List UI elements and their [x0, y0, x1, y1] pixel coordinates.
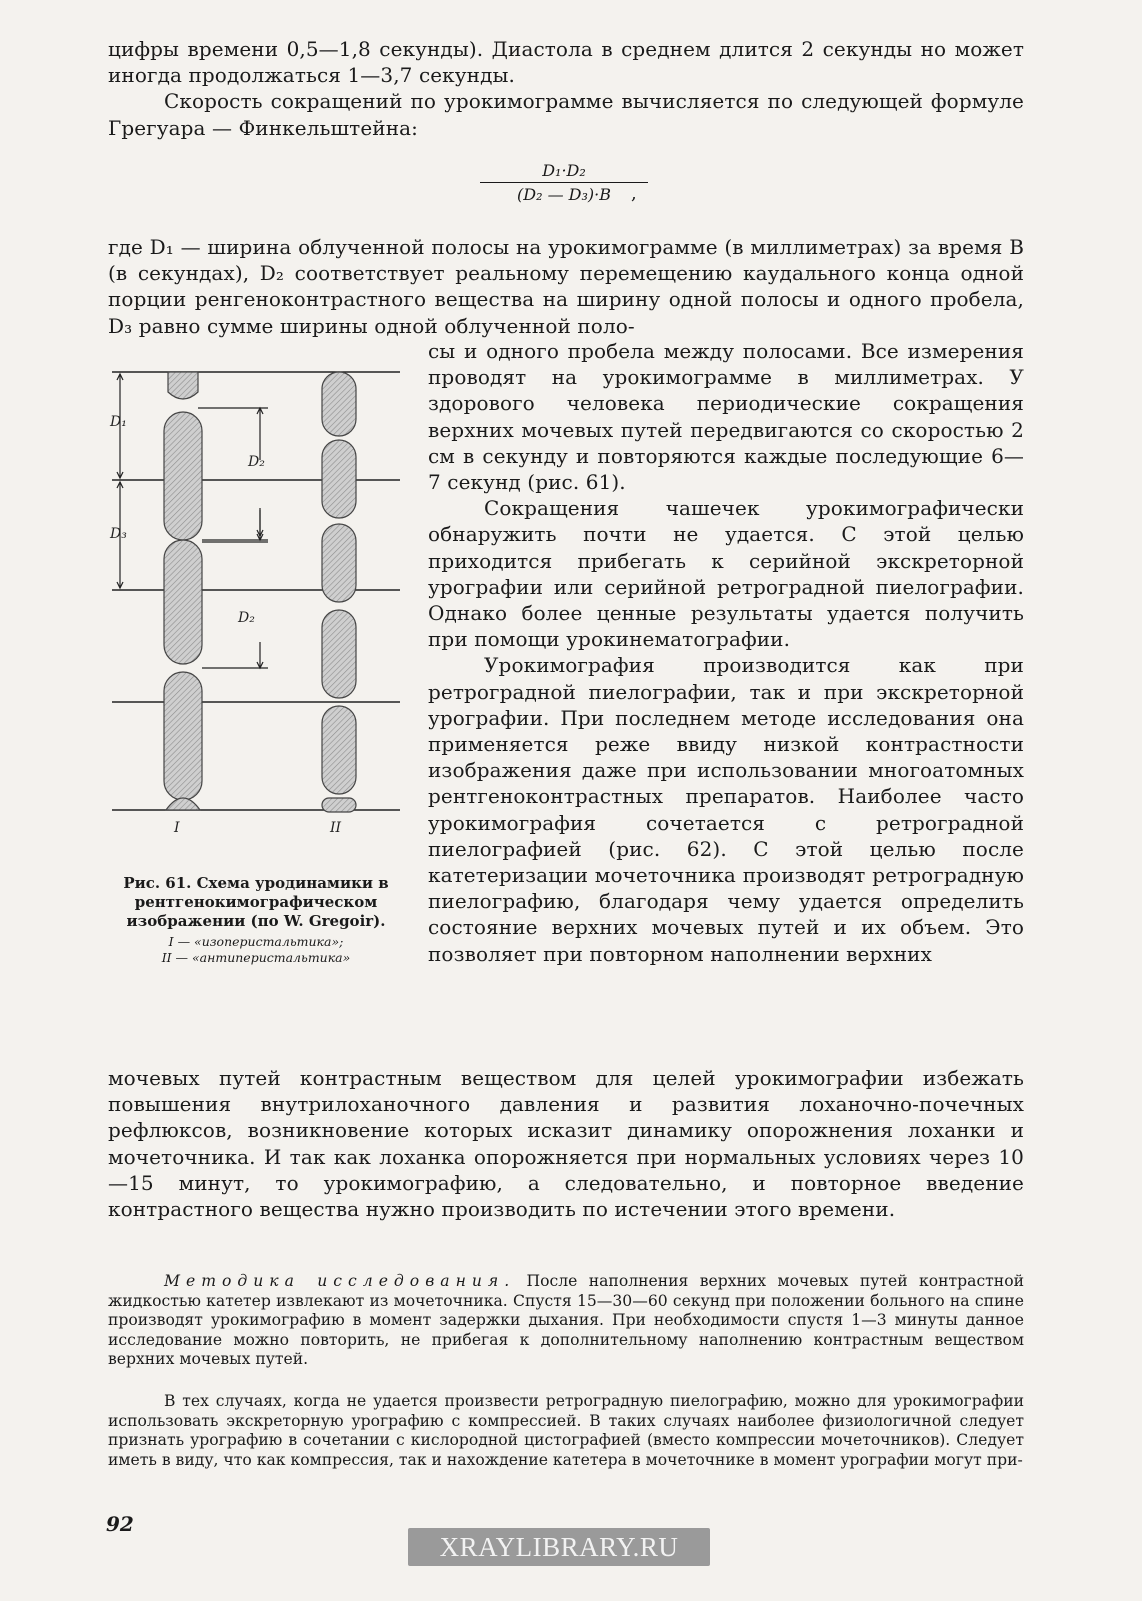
page-number: 92 — [106, 1512, 134, 1536]
paragraph-excretory: В тех случаях, когда не удается произвести ретроградную пиелографию, можно для урокимографии использовать экскреторную урографию с компрессией. В таких случаях наиболее физиологичной следует признать урографию в сочетании с кислородной цистографией (вместо компрессии мочеточников). Следует иметь в виду, что как компрессия, так и нахождение катетера в мочеточнике в момент урографи‍и могут при- — [108, 1392, 1024, 1469]
watermark: XRAYLIBRARY.RU — [408, 1528, 710, 1566]
caption-legend-ii: II — «антиперистальтика» — [161, 950, 351, 965]
paragraph-measurements: сы и одного пробела между полосами. Все измерения проводят на урокимограмме в миллиметрах. У здорового человека периодические сокращения верхних мочевых путей передвигаются со скоростью 2 см в секунду и повторяются каждые последующие 6—7 секунд (рис. 61). — [428, 339, 1024, 495]
method-heading: Методика исследования. — [164, 1272, 516, 1290]
side-text-block — [428, 338, 1024, 967]
top-text-block — [108, 36, 1024, 141]
paragraph-calyx: Сокращения чашечек урокимографически обнаружить почти не удается. С этой целью приходится прибегать к серийной экскреторной урографии или серийной ретроградной пиелографии. Однако более ценные результаты удается получить при помощи урокинематографии. — [428, 496, 1024, 652]
label-d2-upper: D₂ — [248, 454, 265, 470]
label-d1: D₁ — [110, 414, 127, 430]
figure-caption — [108, 874, 404, 966]
paragraph-urokymography: Урокимография производится как при ретроградной пиелографии, так и при экскреторной урографии. При последнем методе исследования она применяется реже ввиду низкой контрастности изображения даже при использовании многоатомных рентгеноконтрастных препаратов. Наиболее часто урокимография сочетается с ретроградной пиелографией (рис. 62). С этой целью после катетеризации мочеточника производят ретроградную пиелографию, благодаря чему удается определить состояние верхних мочевых путей и их объем. Это позволяет при повторном наполнении верхних — [428, 653, 1024, 966]
d2-upper-bracket — [198, 408, 268, 540]
formula-denominator: (D₂ — D₃)·B — [517, 185, 611, 204]
column-ii-segments — [322, 372, 356, 812]
method-block — [108, 1272, 1024, 1370]
label-column-i: I — [174, 820, 180, 836]
formula-comma: , — [631, 183, 637, 204]
label-column-ii: II — [330, 820, 342, 836]
caption-legend-i: I — «изоперистальтика»; — [168, 934, 344, 949]
figure-61-diagram — [108, 360, 408, 840]
definitions-block — [108, 234, 1024, 339]
caption-title: Рис. 61. Схема уродинамики в рентгенокимографическом изображении (по W. Gregoir). — [123, 874, 389, 930]
horizontal-lines — [112, 372, 400, 810]
d2-lower-bracket — [202, 510, 268, 668]
paragraph-diastole: цифры времени 0,5—1,8 секунды). Диастола в среднем длится 2 секунды но может иногда продолжаться 1—3,7 секунды. — [108, 37, 1024, 88]
extra-block — [108, 1392, 1024, 1470]
bottom-text-block — [108, 1065, 1024, 1222]
formula — [474, 161, 654, 204]
column-i-segments — [164, 372, 202, 810]
formula-numerator: D₁·D₂ — [480, 161, 648, 183]
label-d2-lower: D₂ — [238, 610, 255, 626]
label-d3: D₃ — [110, 526, 127, 542]
paragraph-reflux: мочевых путей контрастным веществом для целей урокимографии избежать повышения внутрилоханочного давления и развития лоханочно-почечных рефлюксов, возникновение которых исказит динамику опорожнения лоханки и мочеточника. И так как лоханка опорожняется при нормальных условиях через 10—15 минут, то урокимографию, а следовательно, и повторное введение контрастного вещества нужно производить по истечении этого времени. — [108, 1066, 1024, 1222]
paragraph-method — [108, 1272, 1024, 1370]
paragraph-definitions: где D₁ — ширина облученной полосы на урокимограмме (в миллиметрах) за время B (в секундах), D₂ соответствует реальному перемещению каудального конца одной порции ренгеноконтрастного вещества на ширину одной полосы и одного пробела, D₃ равно сумме ширины одной облученной поло- — [108, 235, 1024, 338]
method-text: После наполнения верхних мочевых путей контрастной жидкостью катетер извлекают из мочеточника. Спустя 15—30—60 секунд при положении больного на спине производят урокимографию в момент задержки дыхания. При необходимости спустя 1—3 минуты данное исследование можно повторить, не прибегая к дополнительному наполнению контрастным веществом верхних мочевых путей. — [108, 1272, 1024, 1369]
paragraph-formula-intro: Скорость сокращений по урокимограмме вычисляется по следующей формуле Грегуара — Финкельштейна: — [108, 89, 1024, 140]
